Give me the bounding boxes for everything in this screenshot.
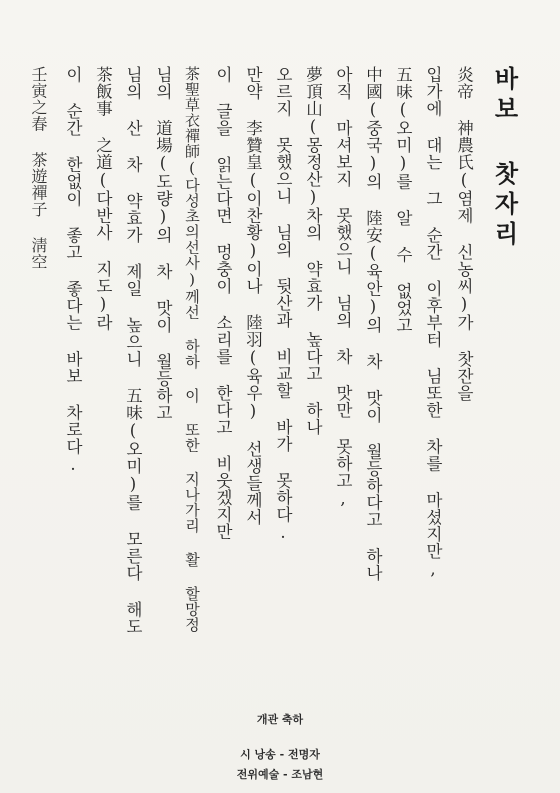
credit-poetry-reading: 시 낭송 - 전명자 xyxy=(240,748,320,761)
poem-line: 茶聖草衣禪師(다성초의선사)께선 하하 이 또한 지나가리 활 할망정 xyxy=(183,66,201,633)
poem-line: 茶飯事 之道(다반사 지도)라 xyxy=(93,66,113,331)
poem-line: 아직 마셔보지 못했으니 님의 차 맛만 못하고, xyxy=(333,66,353,509)
poem-line: 夢頂山(몽정산)차의 약효가 높다고 하나 xyxy=(303,66,323,436)
credit-performance-art: 전위예술 - 조남현 xyxy=(236,768,324,781)
poem-line: 님의 道場(도량)의 차 맛이 월등하고 xyxy=(153,66,173,421)
poem-line: 五味(오미)를 알 수 없었고 xyxy=(393,66,413,334)
poem-line: 오르지 못했으니 님의 뒷산과 비교할 바가 못하다. xyxy=(273,66,293,543)
poem-line: 이 순간 한없이 좋고 좋다는 바보 차로다. xyxy=(63,66,83,475)
poem-line: 中國(중국)의 陸安(육안)의 차 맛이 월등하다고 하나 xyxy=(363,66,383,582)
poem-line: 이 글을 읽는다면 멍충이 소리를 한다고 비웃겠지만 xyxy=(213,66,233,540)
poem-line: 입가에 대는 그 순간 이후부터 님또한 차를 마셨지만, xyxy=(423,66,443,579)
poem-line: 님의 산 차 약효가 제일 높으니 五味(오미)를 모른다 해도 xyxy=(123,66,143,635)
poem-title: 바보 찻자리 xyxy=(490,66,519,251)
poem-line: 炎帝 神農氏(염제 신농씨)가 찻잔을 xyxy=(454,66,474,402)
poem-signature: 壬寅之春 茶遊禪子 淸空 xyxy=(29,66,48,270)
event-title: 개관 축하 xyxy=(256,713,304,726)
poem-line: 만약 李贊皇(이찬황)이나 陸羽(육우) 선생들께서 xyxy=(243,66,263,526)
